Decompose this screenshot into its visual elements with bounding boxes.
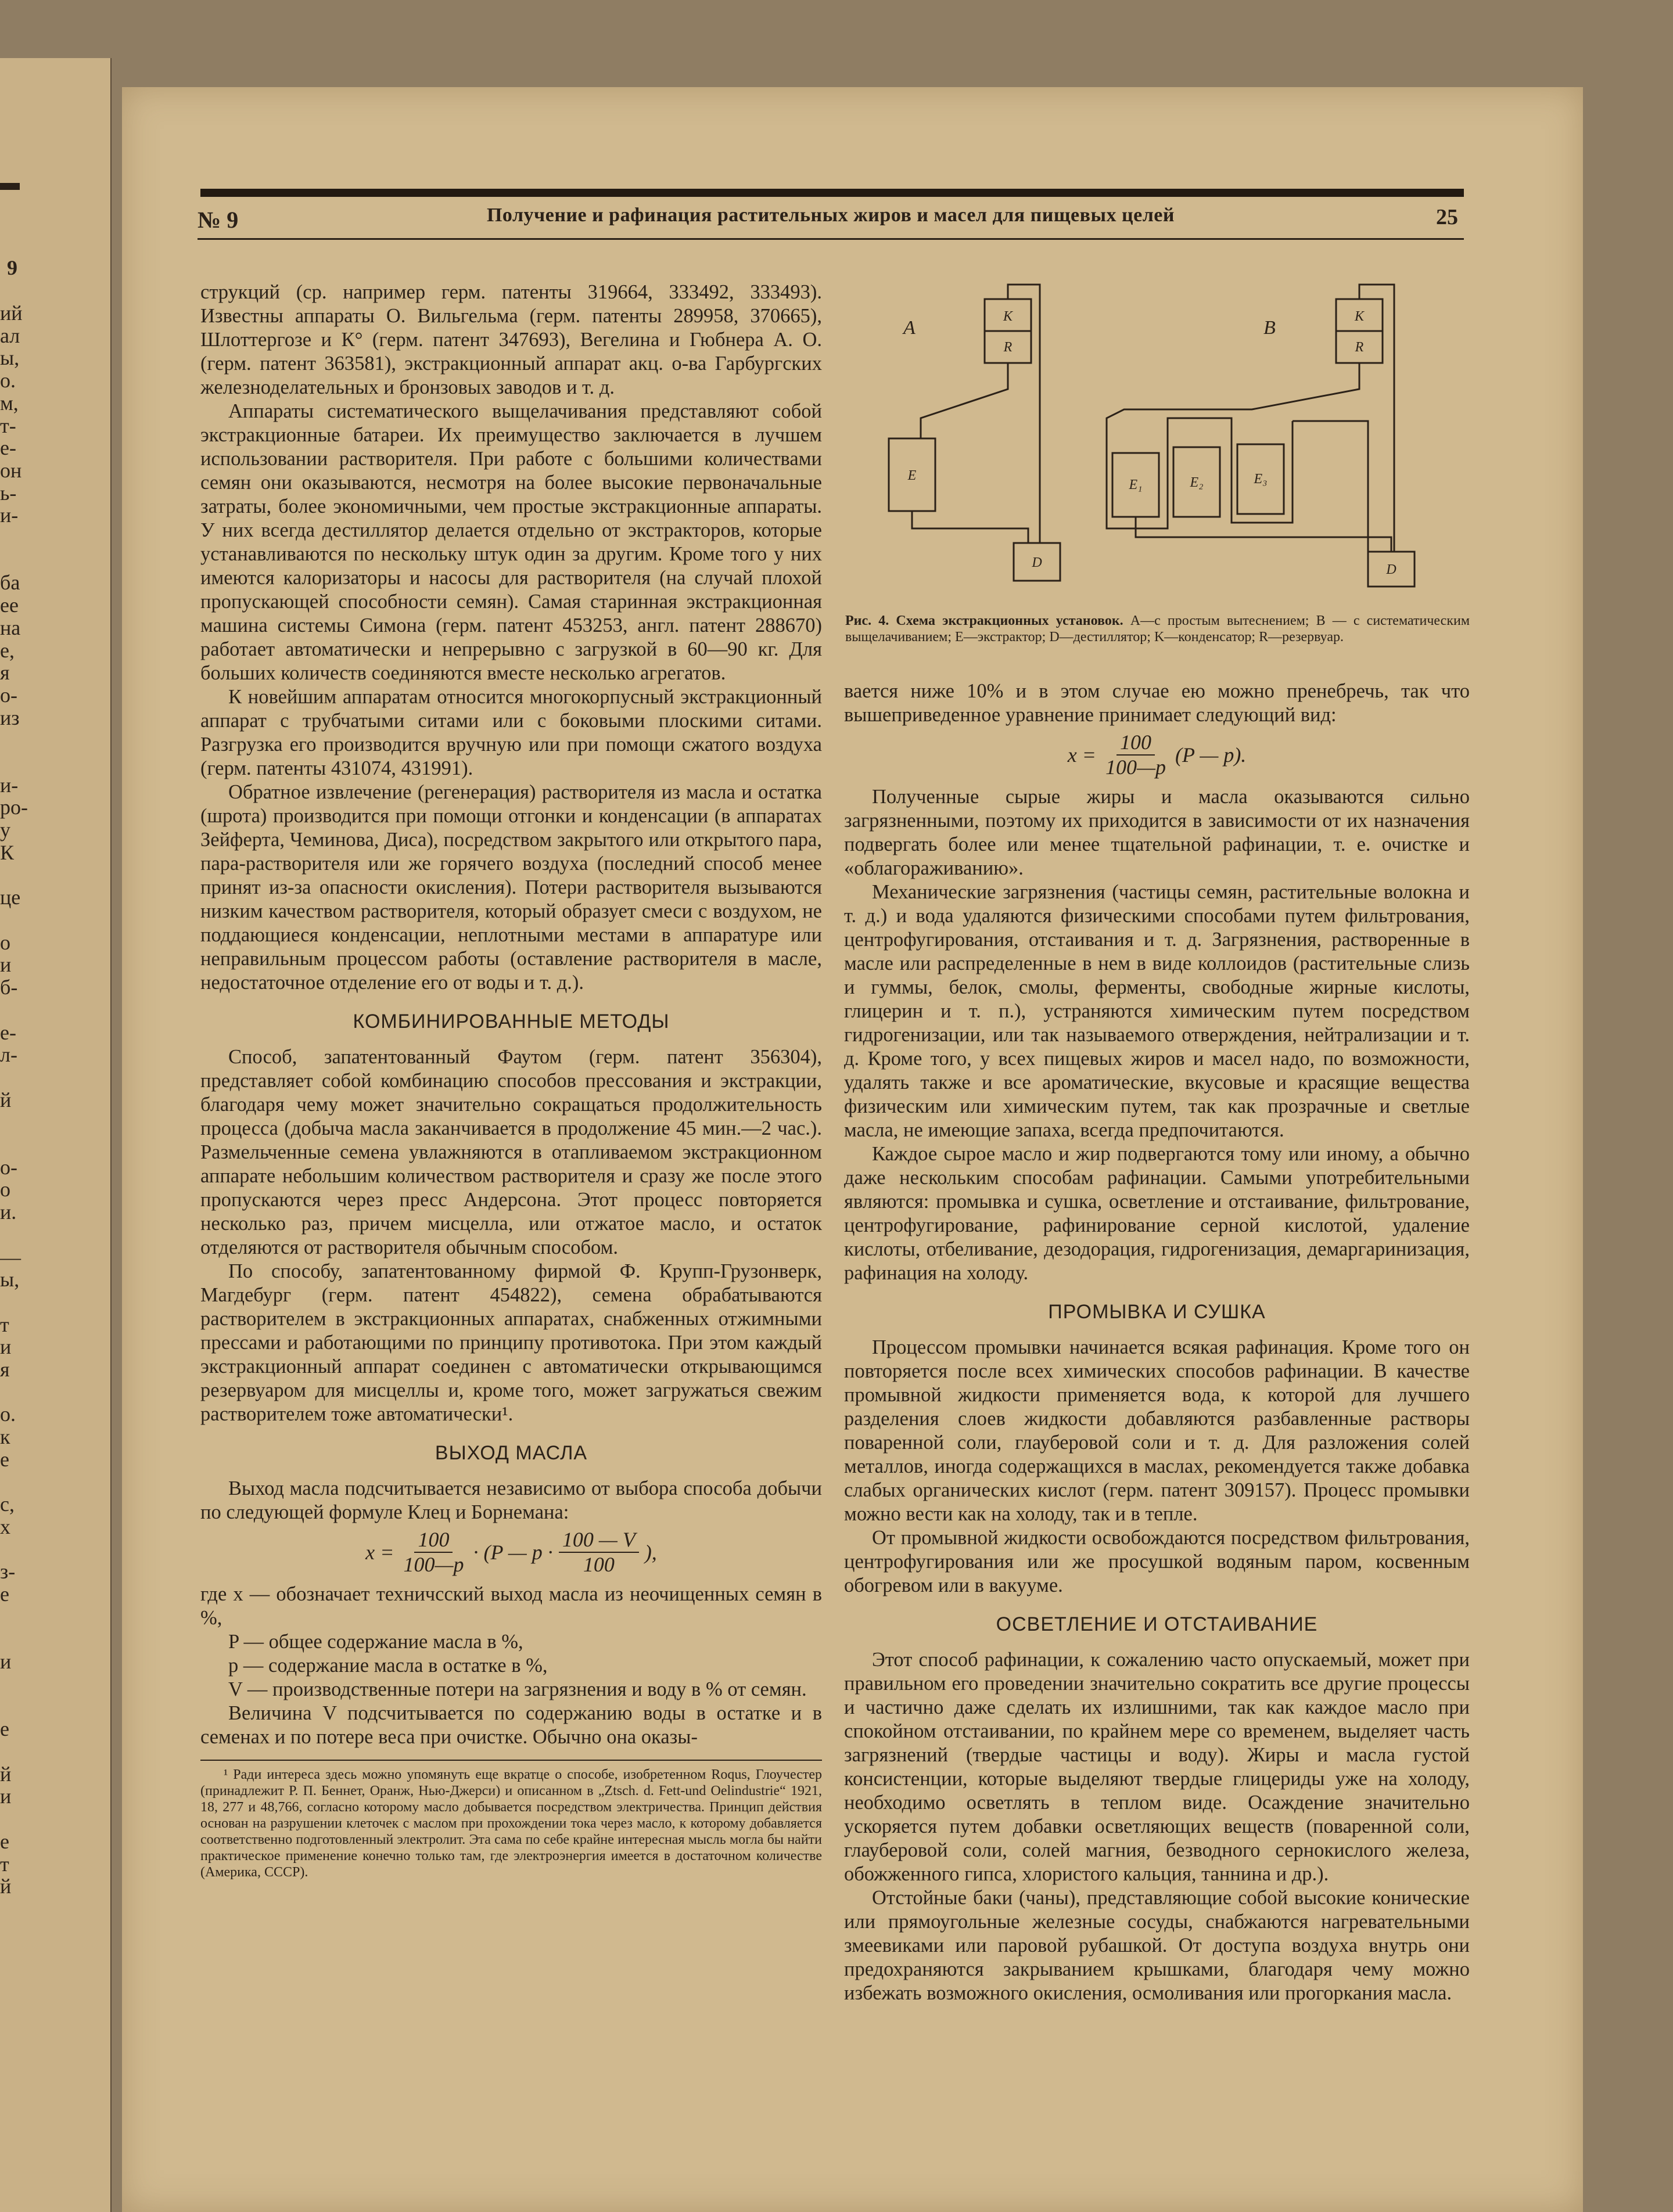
left-column — [200, 280, 822, 1880]
paragraph: Отстойные баки (чаны), представляющие собой высокие конические или прямоугольные железные сосуды, снабжаются нагревательными змеевиками или паровой рубашкой. От доступа воздуха внутрь они предохраняются закрыванием крышками, благодаря чему можно избежать возможного окисления, осмоливания или прогоркания масла. — [844, 1887, 1470, 2004]
left-page-fragment — [0, 527, 23, 549]
box-label-r: R — [1003, 340, 1013, 355]
formula-middle: · (P — p · — [473, 1540, 553, 1564]
left-page-fragment — [0, 1471, 23, 1494]
yield-formula — [200, 1528, 822, 1577]
left-page-fragment: и — [0, 1335, 12, 1359]
left-page-fragment: й — [0, 1875, 12, 1898]
paragraph: Величина V подсчитывается по содержанию воды в остатке и в семенах и по потере веса при очистке. Обычно она оказы- — [200, 1702, 822, 1748]
left-page-fragment — [0, 1291, 23, 1314]
left-page-fragment: е — [0, 1582, 9, 1606]
left-page-fragment: и — [0, 1785, 12, 1808]
left-page-fragment: й — [0, 1762, 12, 1786]
formula-fraction — [400, 1528, 467, 1577]
left-page-fragment: о- — [0, 683, 17, 707]
fraction-numerator: 100 — [1116, 731, 1155, 756]
left-page-fragment: ба — [0, 571, 20, 595]
paragraph: Этот способ рафинации, к сожалению часто опускаемый, может при правильном его проведении значительно сократить все другие процессы и частично даже сделать их излишними, так как каждое масло при спокойном отстаивании, по крайнем мере со временем, выделяет часть загрязнений (твердые частицы и воду). Жиры и масла густой консистенции, которые выделяют твердые глицериды уже на холоду, необходимо осветлять в теплом виде. Осаждение значительно ускоряется путем добавки осветляющих веществ (поваренной соли, глауберовой соли, солей магния, безводного сернокислого железа, обожженного гипса, хлористого кальция, таннина и др.). — [844, 1649, 1470, 1885]
caption-title: Рис. 4. Схема экстракционных установок. — [845, 613, 1123, 628]
left-page-fragment: ее — [0, 594, 19, 617]
figure-extraction-schemes — [845, 273, 1467, 627]
left-page-fragment: ро- — [0, 796, 28, 819]
formula-legend-item: P — общее содержание масла в %, — [228, 1631, 523, 1653]
left-page-fragment: К — [0, 840, 15, 864]
left-page-fragment: т — [0, 1852, 9, 1876]
left-page-number: 9 — [7, 256, 17, 279]
left-page-fragment: и — [0, 953, 12, 977]
caption-text: A—с простым вытеснением; B — с систематическим выщелачиванием; E—экстрактор; D—дестиллятор; K—конденсатор; R—резервуар. — [845, 613, 1470, 645]
section-heading-oil-yield: ВЫХОД МАСЛА — [435, 1442, 588, 1464]
left-page-fragment: о — [0, 1178, 10, 1202]
fraction-numerator: 100 — V — [559, 1528, 639, 1553]
box-label-d: D — [1386, 562, 1396, 577]
paragraph: Аппараты систематического выщелачивания представляют собой экстракционные батареи. Их преимущество заключается в лучшем использовании растворителя. При работе с большими количествами семян они оказываются, несмотря на более высокие первоначальные затраты, более экономичными, чем простые экстракционные аппараты. У них всегда дестиллятор делается отдельно от экстракторов, которые устанавливаются по нескольку штук один за другим. Кроме того у них имеются калоризаторы и насосы для растворителя (на случай плохой пропускающей способности семян). Самая старинная экстракционная машина системы Симона (герм. патент 453253, англ. патент 288670) работает автоматически и непрерывно с загрузкой в 60—90 кг. Для больших количеств соединяются вместе несколько агрегатов. — [200, 400, 822, 684]
left-page-fragment — [0, 1538, 23, 1561]
left-page-fragment — [0, 1066, 23, 1089]
left-page-fragment: я — [0, 661, 10, 685]
left-page-fragment — [0, 864, 23, 887]
left-page-fragment: из — [0, 706, 20, 729]
paragraph: Процессом промывки начинается всякая рафинация. Кроме того он повторяется после всех химических способов рафинации. В качестве промывной жидкости применяется вода, к которой для лучшего разделения слоев жидкости добавляются разбавленные растворы поваренной соли, глауберовой соли и т. д. Для разложения солей металлов, иногда содержащихся в маслах, рекомендуется также добавка слабых органических кислот (герм. патент 309157). Процесс промывки можно вести как на холоду, так и в тепле. — [844, 1336, 1470, 1525]
left-page-fragment: ы, — [0, 1268, 20, 1292]
formula-legend-item: p — содержание масла в остатке в %, — [228, 1654, 548, 1677]
paragraph: Полученные сырые жиры и масла оказываются сильно загрязненными, поэтому их приходится в зависимости от их назначения подвергать более или менее тщательной рафинации, т. е. очистке и «облагораживанию». — [844, 786, 1470, 879]
left-page-fragment — [0, 1111, 23, 1134]
formula-rhs: (P — p). — [1175, 743, 1247, 767]
fraction-numerator: 100 — [414, 1528, 453, 1553]
formula-fraction — [1102, 731, 1169, 779]
left-page-fragment: с, — [0, 1492, 15, 1516]
left-page-fragment: ий — [0, 301, 23, 325]
issue-number: № 9 — [198, 207, 239, 233]
left-page-fragment — [0, 1381, 23, 1404]
left-page-fragment: м, — [0, 391, 19, 415]
left-page-fragment: он — [0, 458, 22, 482]
left-page-fragment — [0, 909, 23, 931]
formula-lhs: x = — [1067, 743, 1096, 767]
formula-fraction — [559, 1528, 639, 1577]
left-page-fragment: о. — [0, 369, 16, 393]
footnote-text: ¹ Ради интереса здесь можно упомянуть еще вкратце о способе, изобретенном Roqus, Глоучестер (принадлежит Р. П. Беннет, Оранж, Нью-Джерси) и описанном в „Ztsch. d. Fett-und Oelindustrie“ 1921, 18, 277 и 48,766, согласно которому масло добывается посредством электричества. Принцип действия основан на разрушении клеточек с маслом при прохождении тока через масло, к которому добавляется соответственно подготовленный электролит. Эта сама по себе крайне интересная мысль могла бы найти практическое применение конечно только там, где электроэнергия имеется в достаточном количестве (Америка, СССР). — [200, 1767, 822, 1880]
box-label-k: К — [1355, 309, 1364, 324]
left-page-fragment: ь- — [0, 481, 17, 505]
box-label-r: R — [1355, 340, 1364, 355]
left-page-fragment: й — [0, 1088, 12, 1112]
left-page-fragment: б- — [0, 976, 18, 999]
left-page-fragment: з- — [0, 1560, 16, 1584]
box-label-e2: E₂ — [1190, 475, 1204, 490]
figure-drawing — [845, 273, 1467, 627]
left-page-fragment: л- — [0, 1043, 17, 1067]
left-page-fragment — [0, 1808, 23, 1830]
right-column — [844, 679, 1470, 2005]
left-page-fragment — [0, 1740, 23, 1763]
left-page-fragment — [0, 999, 23, 1022]
fraction-denominator: 100—p — [403, 1553, 464, 1576]
left-page-fragment — [0, 549, 23, 572]
left-page-fragment: е — [0, 1447, 9, 1471]
footnote — [200, 1760, 822, 1880]
left-page-fragment: и- — [0, 773, 19, 797]
left-page-fragment: о- — [0, 1155, 17, 1179]
left-page-fragment: и. — [0, 1200, 17, 1224]
left-page-fragment: и- — [0, 503, 19, 527]
paragraph: По способу, запатентованному фирмой Ф. Крупп-Грузонверк, Магдебург (герм. патент 454822), семена обрабатываются растворителем в экстракционных аппаратах, снабженных отжимными прессами и работающими по принципу противотока. При этом каждый экстракционный аппарат соединен с автоматически открывающимся резервуаром для мисцеллы и, кроме того, может загружаться свежим растворителем тоже автоматически¹. — [200, 1260, 822, 1425]
paragraph: Каждое сырое масло и жир подвергаются тому или иному, а обычно даже нескольким способам рафинации. Самыми употребительными являются: промывка и сушка, осветление и отстаивание, фильтрование, центрофугирование, рафинирование серной кислотой, удаление кислоты, отбеливание, дезодорация, гидрогенизация, демаргаринизация, рафинация на холоду. — [844, 1143, 1470, 1284]
left-page-fragment — [0, 729, 23, 751]
header-bottom-rule — [198, 238, 1464, 240]
left-page-fragment: ы, — [0, 346, 20, 370]
left-page-fragment: е, — [0, 638, 15, 662]
left-page-fragment: е- — [0, 436, 16, 460]
box-label-k: К — [1003, 309, 1013, 324]
paragraph: струкций (ср. например герм. патенты 319664, 333492, 333493). Известны аппараты О. Вильгельма (герм. патенты 289958, 370665), Шлоттергозе и К° (герм. патент 347693), Вегелина и Гюбнера А. О. (герм. патент 363581), экстракционный аппарат акц. о-ва Гарбургских железноделательных и бронзовых заводов и т. д. — [200, 281, 822, 398]
paragraph: Выход масла подсчитывается независимо от выбора способа добычи по следующей формуле Клец и Борнемана: — [200, 1477, 822, 1523]
left-page-fragment: це — [0, 886, 21, 909]
scheme-a-label: A — [903, 317, 916, 339]
left-page-fragment: я — [0, 1358, 10, 1382]
header-top-rule — [200, 189, 1464, 197]
formula-legend-item: V — производственные потери на загрязнения и воду в % от семян. — [228, 1678, 807, 1700]
box-label-e3: E₃ — [1254, 472, 1268, 487]
section-heading-clarification: ОСВЕТЛЕНИЕ И ОТСТАИВАНИЕ — [996, 1613, 1318, 1635]
box-label-e1: E₁ — [1129, 477, 1143, 492]
page-number: 25 — [1436, 205, 1458, 229]
left-page-edge — [0, 58, 112, 2212]
formula-lhs: x = — [365, 1540, 394, 1564]
left-page-fragment: и — [0, 1650, 12, 1674]
left-page-text-fragments — [0, 301, 28, 1898]
left-page-fragment: — — [0, 1245, 21, 1269]
left-page-rule — [0, 183, 20, 190]
paragraph: вается ниже 10% и в этом случае ею можно пренебречь, так что вышеприведенное уравнение принимает следующий вид: — [844, 680, 1470, 726]
left-page-fragment: о. — [0, 1402, 16, 1426]
section-heading-combined-methods: КОМБИНИРОВАННЫЕ МЕТОДЫ — [353, 1010, 670, 1033]
paragraph: К новейшим аппаратам относится многокорпусный экстракционный аппарат с трубчатыми ситами или с боковыми плоскими ситами. Разгрузка его производится вручную или при помощи сжатого воздуха (герм. патенты 431074, 431991). — [200, 686, 822, 779]
left-page-fragment — [0, 751, 23, 774]
left-page-fragment: ал — [0, 323, 20, 347]
fraction-denominator: 100 — [583, 1553, 615, 1576]
paragraph: Обратное извлечение (регенерация) растворителя из масла и остатка (шрота) производится при помощи отгонки и конденсации (в аппаратах Зейферта, Чеминова, Диса), посредством закрытого или открытого пара, пара-растворителя или же горячего воздуха (последний способ менее принят из-за опасности окисления). Потери растворителя вызываются низким качеством растворителя, который образует смеси с воздухом, не поддающиеся конденсации, неплотными местами в аппаратуре или неправильным процессом работы (оставление растворителя в масле, недостаточное отделение его от воды и т. д.). — [200, 781, 822, 994]
left-page-fragment — [0, 1134, 23, 1156]
left-page-fragment — [0, 1673, 23, 1696]
left-page-fragment — [0, 1628, 23, 1650]
left-page-fragment: т- — [0, 413, 16, 437]
paragraph: Механические загрязнения (частицы семян, растительные волокна и т. д.) и вода удаляются физическими способами путем фильтрования, центрофугирования, отстаивания и т. д. Загрязнения, растворенные в масле или распределенные в нем в виде коллоидов (растительные слизь и гуммы, белок, смолы, ферменты, свободные жирные кислоты, глицерин и т. п.), устраняются химическим путем посредством гидрогенизации, или так называемого отверждения, нейтрализации и т. д. Кроме того, у всех пищевых жиров и масел надо, по возможности, удалять также и все ароматические, вкусовые и красящие вещества физическим или химическим путем, так как прозрачные и светлые масла, не имеющие запаха, всегда предпочитаются. — [844, 881, 1470, 1141]
left-page-fragment — [0, 1224, 23, 1246]
left-page-fragment: на — [0, 616, 21, 639]
left-page-fragment: е — [0, 1829, 9, 1853]
left-page-fragment: х — [0, 1515, 10, 1538]
paragraph: где x — обозначает техничсский выход масла из неочищенных семян в %, — [200, 1583, 822, 1629]
scheme-b-label: B — [1263, 317, 1276, 339]
paragraph: От промывной жидкости освобождаются посредством фильтрования, центрофугирования или же просушкой водяным паром, косвенным обогревом или в вакууме. — [844, 1527, 1470, 1596]
paragraph: Способ, запатентованный Фаутом (герм. патент 356304), представляет собой комбинацию способов прессования и экстракции, благодаря чему может значительно сокращаться продолжительность процесса (добыча масла заканчивается в продолжение 45 мин.—2 час.). Размельченные семена увлажняются в отапливаемом экстракционном аппарате небольшим количеством растворителя и сразу же после этого пропускаются через пресс Андерсона. Этот процесс повторяется несколько раз, причем мисцелла, или отжатое масло, и остаток отделяются от растворителя обычным способом. — [200, 1046, 822, 1258]
left-page-fragment: у — [0, 818, 10, 842]
section-heading-washing-drying: ПРОМЫВКА И СУШКА — [1048, 1301, 1266, 1323]
figure-caption — [845, 613, 1470, 645]
simplified-formula — [844, 731, 1470, 779]
left-page-fragment: о — [0, 930, 10, 954]
left-page-fragment: е- — [0, 1020, 16, 1044]
left-page-fragment: т — [0, 1312, 9, 1336]
box-label-e: E — [907, 468, 917, 483]
left-page-fragment — [0, 1606, 23, 1628]
box-label-d: D — [1032, 555, 1042, 570]
fraction-denominator: 100—p — [1105, 756, 1166, 779]
formula-rhs: ), — [644, 1540, 657, 1564]
running-title: Получение и рафинация растительных жиров и масел для пищевых целей — [486, 204, 1175, 226]
left-page-fragment: к — [0, 1425, 10, 1449]
left-page-fragment — [0, 1696, 23, 1718]
left-page-fragment: е — [0, 1717, 9, 1741]
